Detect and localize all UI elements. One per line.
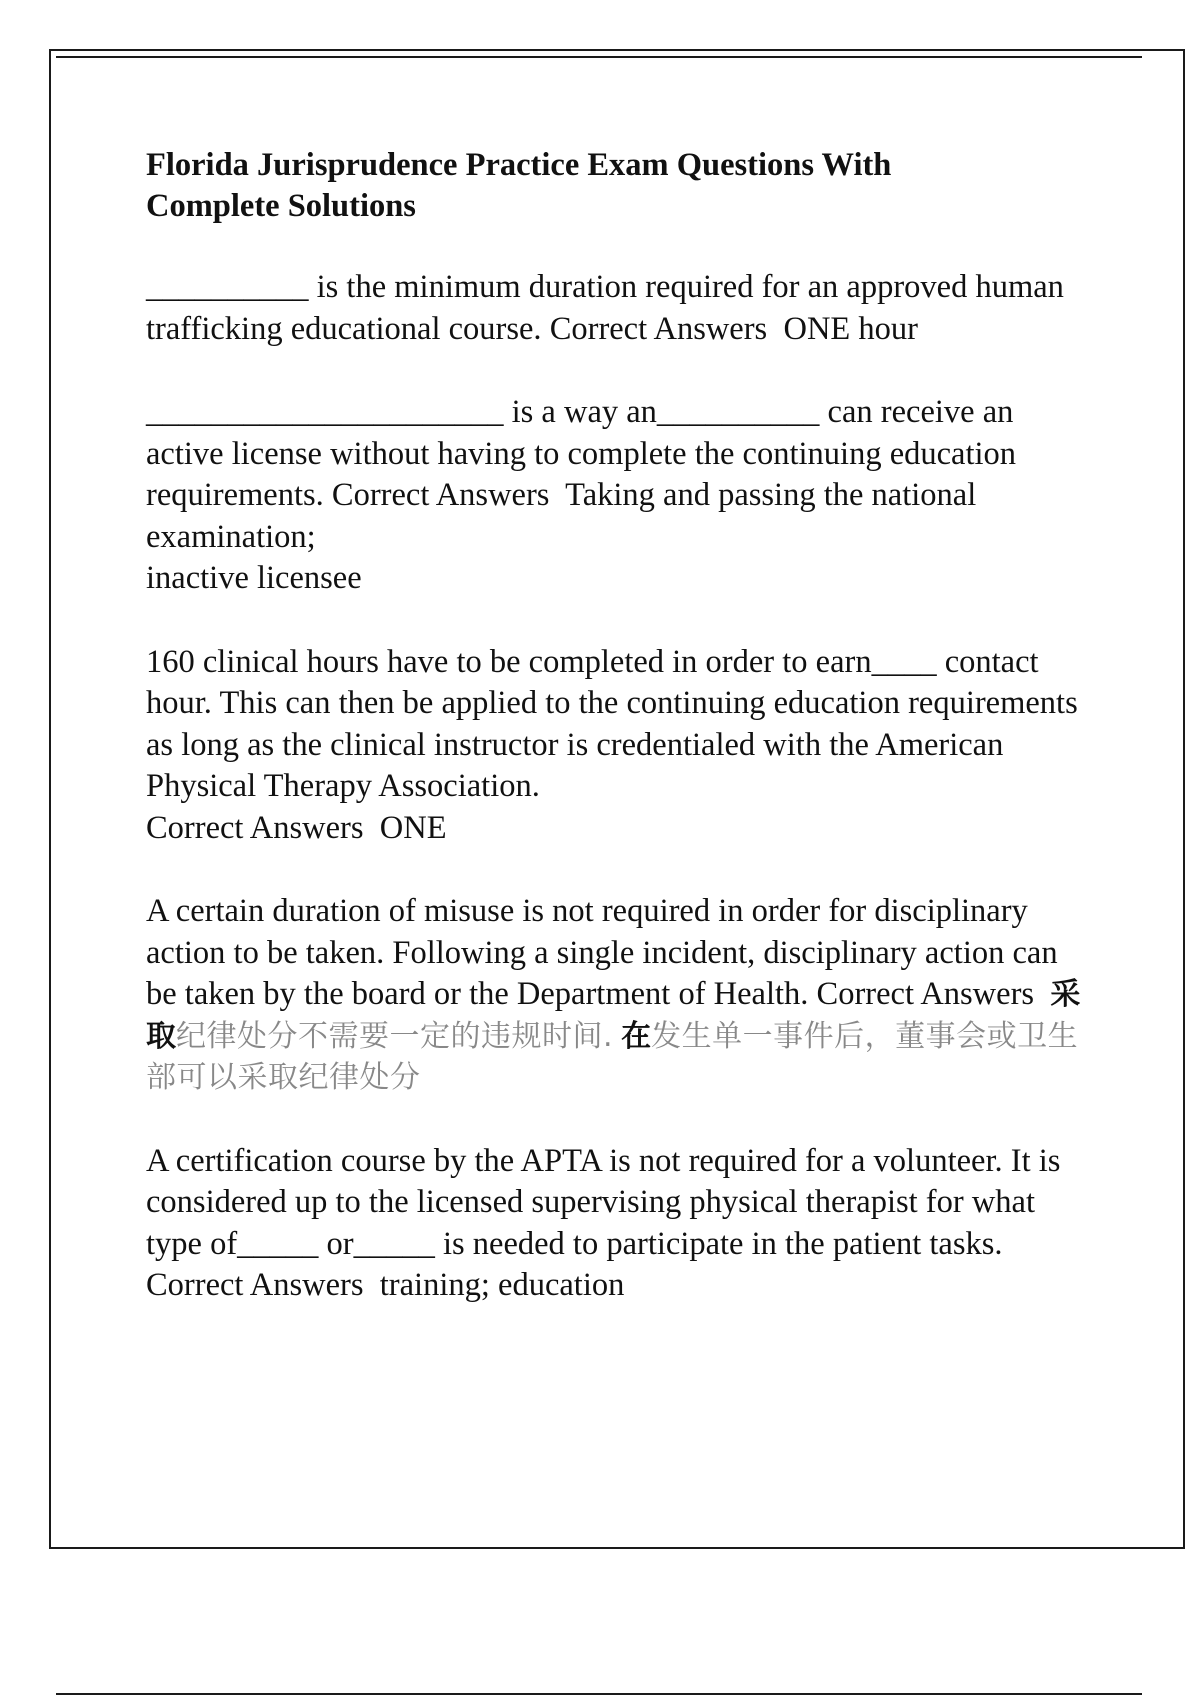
answer-label: Correct Answers [816,976,1035,1012]
answer-label: Correct Answers [146,1267,364,1303]
title-line-1: Florida Jurisprudence Practice Exam Questions With [146,147,892,183]
question-text: A certain duration of misuse is not required in order for disciplinary action to be taken. Following a single incident, disciplinary action can be taken by the board or the Department of Health. [146,893,1066,1012]
answer-text: Taking and passing the national examination; [146,477,985,555]
document-title [146,145,1086,227]
question-text: A certification course by the APTA is not required for a volunteer. It is considered up to the licensed supervising physical therapist for what type of_____ or_____ is needed to participate in the patient tasks. [146,1142,1069,1262]
question-5 [146,1141,1086,1307]
title-line-2: Complete Solutions [146,188,416,224]
question-4 [146,891,1086,1099]
question-1 [146,267,1086,350]
answer-cn-3: 在 [621,1018,652,1054]
question-text: __________ is the minimum duration required for an approved human trafficking educational course. [146,269,1073,347]
answer-label: Correct Answers [331,477,550,513]
question-2 [146,392,1086,600]
document-body [146,145,1086,1349]
answer-cn-2: 纪律处分不需要一定的违规时间. [176,1018,614,1054]
answer-cn-4: 发生单一事件后，董事会或卫生部可以采取纪律处分 [146,1018,1079,1095]
answer-text: ONE [379,809,447,846]
answer-text: ONE hour [783,310,918,347]
answer-cn-1: 采取 [146,977,1081,1054]
answer-label: Correct Answers [549,310,768,347]
answer-text-2: inactive licensee [146,560,362,596]
top-rule [56,56,1142,58]
question-3 [146,642,1086,850]
question-text: ______________________ is a way an__________ can receive an active license without having to complete the continuing education requirements. [146,394,1025,513]
answer-text: training; education [379,1267,625,1303]
question-text: 160 clinical hours have to be completed in order to earn____ contact hour. This can then be applied to the continuing education requirements as long as the clinical instructor is credentialed with the American Physical Therapy Association. [146,643,1086,804]
bottom-rule [56,1693,1142,1695]
answer-label: Correct Answers [146,809,364,846]
